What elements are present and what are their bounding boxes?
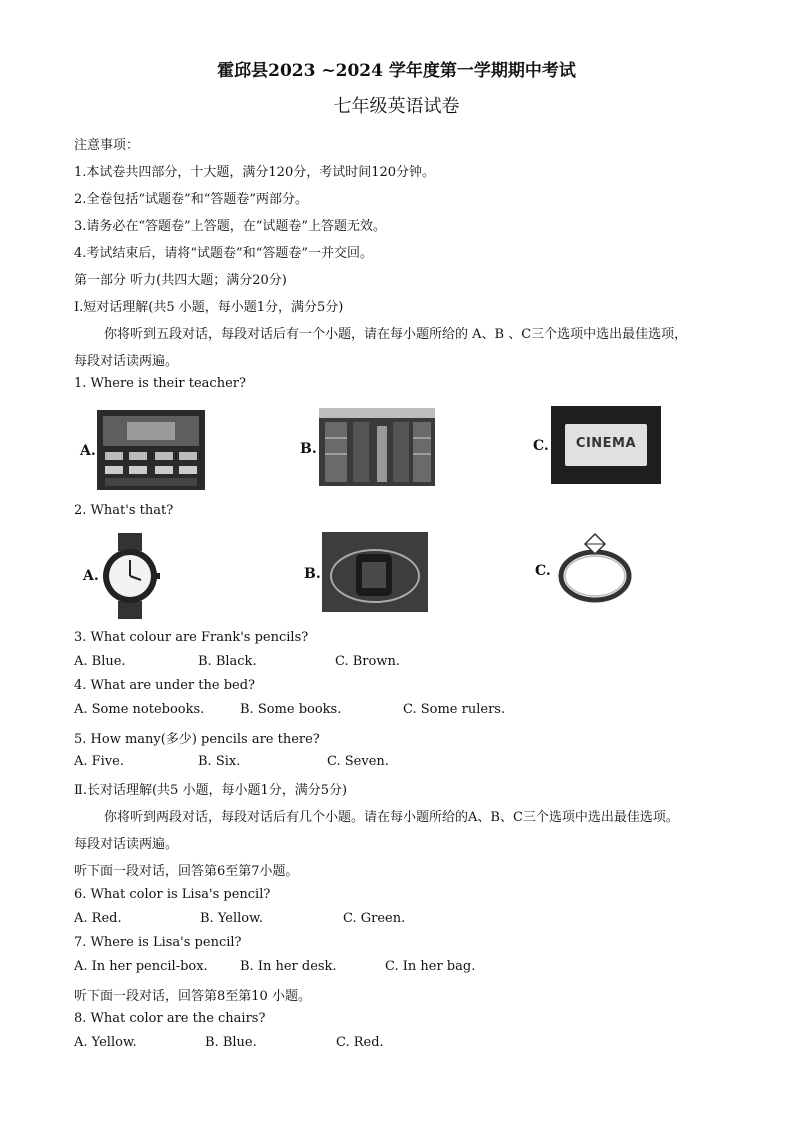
q3-option-b: B. Black. — [198, 654, 257, 669]
q6-option-b: B. Yellow. — [200, 911, 263, 926]
exam-title: 霍邱县2023 ~2024 学年度第一学期期中考试 — [217, 61, 576, 81]
q7-question: 7. Where is Lisa's pencil? — [74, 935, 242, 950]
section1-instruction-cont: 每段对话读两遍。 — [74, 354, 179, 369]
q1-library-picture — [319, 408, 435, 486]
q5-option-a: A. Five. — [74, 754, 125, 769]
q3-question: 3. What colour are Frank's pencils? — [74, 630, 309, 645]
q2-question: 2. What's that? — [74, 503, 174, 518]
q1-label-b: B. — [300, 441, 317, 457]
note-item-4: 4.考试结束后，请将“试题卷”和“答题卷”一并交回。 — [74, 246, 373, 261]
q6-option-a: A. Red. — [74, 911, 122, 926]
section2-heading: Ⅱ.长对话理解(共5 小题，每小题1分，满分5分) — [74, 783, 348, 798]
note-item-1: 1.本试卷共四部分，十大题，满分120分，考试时间120分钟。 — [74, 165, 436, 180]
q2-smartwatch-picture — [322, 532, 428, 612]
q1-label-c: C. — [533, 438, 549, 454]
q3-option-a: A. Blue. — [74, 654, 126, 669]
q4-option-a: A. Some notebooks. — [74, 702, 205, 717]
q4-question: 4. What are under the bed? — [74, 678, 256, 693]
q2-label-a: A. — [83, 568, 99, 584]
q5-question: 5. How many(多少) pencils are there? — [74, 732, 320, 747]
q8-option-b: B. Blue. — [205, 1035, 257, 1050]
cinema-sign-text: CINEMA — [575, 436, 637, 451]
q5-option-c: C. Seven. — [327, 754, 389, 769]
q1-classroom-picture — [97, 410, 205, 490]
q8-option-a: A. Yellow. — [74, 1035, 137, 1050]
dialog2-note: 听下面一段对话，回答第8至第10 小题。 — [74, 989, 311, 1004]
note-item-2: 2.全卷包括“试题卷”和“答题卷”两部分。 — [74, 192, 308, 207]
q2-label-b: B. — [304, 566, 321, 582]
q5-option-b: B. Six. — [198, 754, 241, 769]
q4-option-c: C. Some rulers. — [403, 702, 506, 717]
q1-label-a: A. — [80, 443, 96, 459]
section1-heading: Ⅰ.短对话理解(共5 小题，每小题1分，满分5分) — [74, 300, 344, 315]
q6-question: 6. What color is Lisa's pencil? — [74, 887, 271, 902]
q7-option-c: C. In her bag. — [385, 959, 476, 974]
section2-instruction-cont: 每段对话读两遍。 — [74, 837, 179, 852]
q3-option-c: C. Brown. — [335, 654, 400, 669]
exam-subtitle: 七年级英语试卷 — [333, 96, 460, 117]
q2-label-c: C. — [535, 563, 551, 579]
q2-ring-picture — [555, 530, 635, 606]
q1-question: 1. Where is their teacher? — [74, 376, 246, 391]
q1-cinema-picture — [551, 406, 661, 484]
section2-instruction: 你将听到两段对话，每段对话后有几个小题。请在每小题所给的A、B、C三个选项中选出最佳选项。 — [104, 810, 679, 825]
q7-option-a: A. In her pencil-box. — [74, 959, 208, 974]
q7-option-b: B. In her desk. — [240, 959, 337, 974]
q6-option-c: C. Green. — [343, 911, 406, 926]
q2-watch-picture — [100, 533, 160, 619]
part1-heading: 第一部分 听力(共四大题；满分20分) — [74, 273, 287, 288]
notes-heading: 注意事项： — [74, 138, 140, 153]
section1-instruction: 你将听到五段对话，每段对话后有一个小题，请在每小题所给的 A、B 、C三个选项中选出最佳选项， — [104, 327, 688, 342]
note-item-3: 3.请务必在“答题卷”上答题，在“试题卷”上答题无效。 — [74, 219, 386, 234]
dialog1-note: 听下面一段对话，回答第6至第7小题。 — [74, 864, 299, 879]
q4-option-b: B. Some books. — [240, 702, 342, 717]
q8-option-c: C. Red. — [336, 1035, 384, 1050]
q8-question: 8. What color are the chairs? — [74, 1011, 266, 1026]
